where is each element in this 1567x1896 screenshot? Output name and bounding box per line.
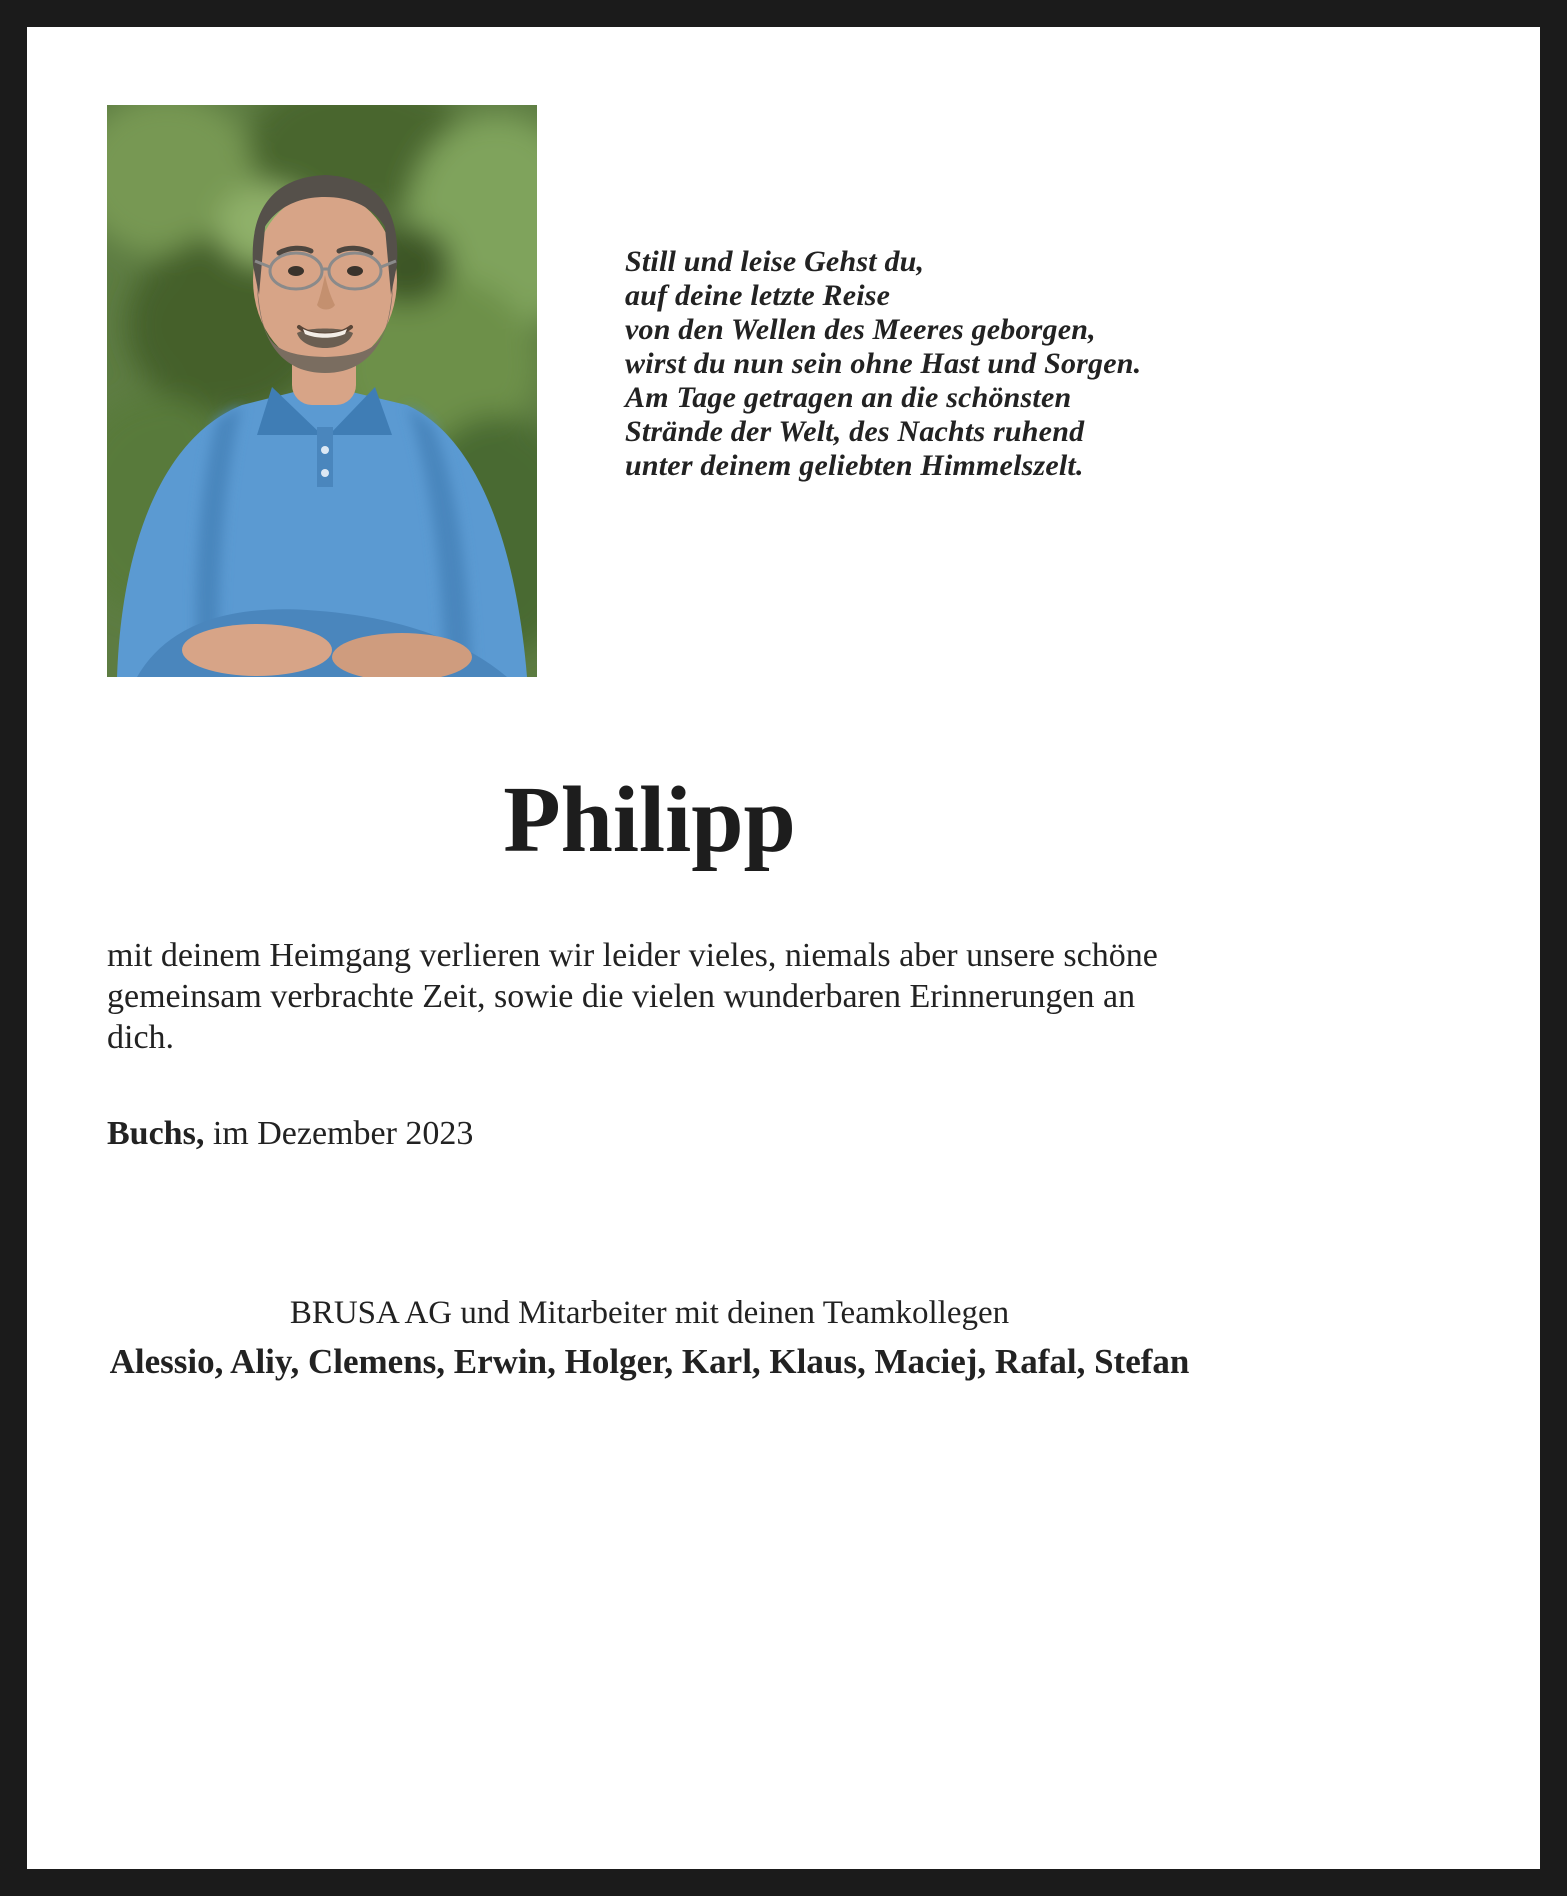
obituary-page [27,27,1540,1869]
poem-line: Strände der Welt, des Nachts ruhend [625,415,1085,448]
deceased-name: Philipp [503,768,796,872]
portrait-photo [107,105,537,677]
poem-line: Still und leise Gehst du, [625,245,925,278]
dateline [107,1115,473,1153]
poem-line: Am Tage getragen an die schönsten [625,381,1072,414]
poem-line: unter deinem geliebten Himmelszelt. [625,449,1084,482]
closing-company-line: BRUSA AG und Mitarbeiter mit deinen Teamkollegen [289,1295,1010,1331]
poem-line: wirst du nun sein ohne Hast und Sorgen. [625,347,1142,380]
portrait-illustration [107,105,537,677]
poem-line: auf deine letzte Reise [625,279,891,312]
dateline-date: im Dezember 2023 [204,1115,474,1152]
closing-names-line: Alessio, Aliy, Clemens, Erwin, Holger, Karl, Klaus, Maciej, Rafal, Stefan [109,1342,1190,1381]
memorial-message: mit deinem Heimgang verlieren wir leider vieles, niemals aber unsere schöne gemeinsam verbrachte Zeit, sowie die vielen wunderbaren Erinnerungen an dich. [107,937,1158,1056]
poem-line: von den Wellen des Meeres geborgen, [625,313,1096,346]
memorial-poem [625,245,1141,483]
closing-section [107,1293,1192,1383]
dateline-place: Buchs, [107,1115,205,1152]
